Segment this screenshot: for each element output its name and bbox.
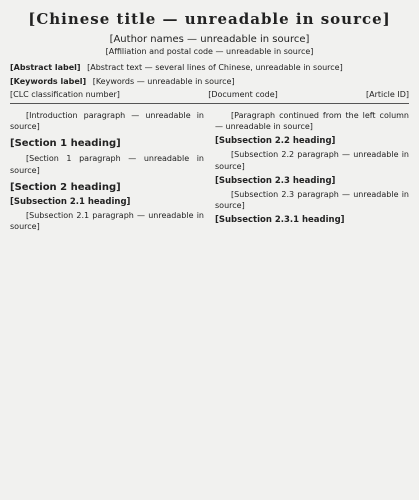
left-column (10, 110, 204, 236)
keywords-text: [Keywords — unreadable in source] (92, 77, 235, 86)
right-column (215, 110, 409, 236)
subsection-2-1-paragraph: [Subsection 2.1 paragraph — unreadable in source] (10, 210, 204, 232)
keywords (10, 76, 409, 87)
subsection-2-2-paragraph: [Subsection 2.2 paragraph — unreadable in source] (215, 150, 409, 171)
article-metadata (10, 90, 409, 99)
subsection-2-3-1-heading: [Subsection 2.3.1 heading] (215, 215, 345, 226)
article-id: [Article ID] (366, 90, 409, 99)
paper-title: [Chinese title — unreadable in source] (28, 10, 391, 28)
subsection-2-3-heading: [Subsection 2.3 heading] (215, 175, 336, 186)
subsection-2-2-heading: [Subsection 2.2 heading] (215, 136, 336, 147)
section-2-heading: [Section 2 heading] (10, 181, 121, 193)
document-code: [Document code] (208, 90, 278, 99)
body-columns (10, 110, 409, 236)
section-1-heading: [Section 1 heading] (10, 138, 121, 150)
abstract (10, 62, 409, 73)
subsection-2-1-heading: [Subsection 2.1 heading] (10, 196, 131, 207)
continued-paragraph: [Paragraph continued from the left column — unreadable in source] (215, 111, 409, 132)
header-divider (10, 103, 409, 104)
intro-paragraph: [Introduction paragraph — unreadable in source] (10, 111, 204, 132)
section-1-paragraph: [Section 1 paragraph — unreadable in source] (10, 154, 204, 175)
author-affiliation: [Affiliation and postal code — unreadable in source] (105, 47, 314, 56)
clc-number: [CLC classification number] (10, 90, 120, 99)
keywords-label: [Keywords label] (10, 77, 87, 86)
abstract-label: [Abstract label] (10, 63, 81, 72)
abstract-text: [Abstract text — several lines of Chinese, unreadable in source] (87, 63, 343, 72)
author-names: [Author names — unreadable in source] (109, 34, 310, 45)
subsection-2-3-paragraph: [Subsection 2.3 paragraph — unreadable in source] (215, 189, 409, 211)
